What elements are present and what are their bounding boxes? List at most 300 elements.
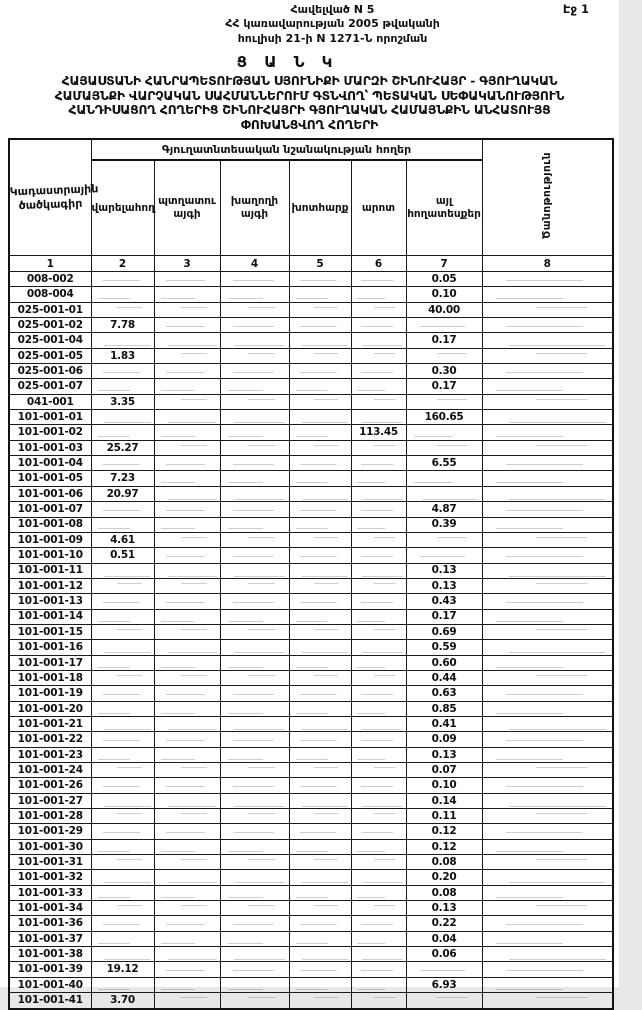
area-value-cell (482, 609, 613, 624)
cadastral-code-cell: 101-001-01 (9, 410, 91, 425)
area-value-cell (482, 931, 613, 946)
area-value-cell (482, 824, 613, 839)
area-value-cell (220, 287, 289, 302)
area-value-cell (351, 578, 406, 593)
area-value-cell (220, 609, 289, 624)
area-value-cell: 19.12 (91, 962, 154, 977)
area-value-cell (220, 471, 289, 486)
area-value-cell (220, 548, 289, 563)
cadastral-code-cell: 101-001-23 (9, 747, 91, 762)
area-value-cell (220, 870, 289, 885)
table-row (9, 624, 613, 639)
area-value-cell (154, 855, 220, 870)
area-value-cell (289, 318, 351, 333)
cadastral-code-cell: 101-001-24 (9, 763, 91, 778)
area-value-cell (351, 747, 406, 762)
area-value-cell (91, 578, 154, 593)
area-value-cell (154, 793, 220, 808)
area-value-cell (406, 425, 482, 440)
cadastral-code-cell: 101-001-41 (9, 993, 91, 1009)
cadastral-code-cell: 101-001-12 (9, 578, 91, 593)
cadastral-code-cell: 101-001-34 (9, 901, 91, 916)
cadastral-code-cell: 101-001-21 (9, 716, 91, 731)
area-value-cell (351, 379, 406, 394)
area-value-cell (91, 624, 154, 639)
table-row (9, 809, 613, 824)
area-value-cell: 0.13 (406, 578, 482, 593)
table-row (9, 993, 613, 1009)
table-row (9, 670, 613, 685)
cadastral-code-cell: 101-001-11 (9, 563, 91, 578)
area-value-cell (154, 272, 220, 287)
area-value-cell: 0.20 (406, 870, 482, 885)
area-value-cell (289, 655, 351, 670)
area-value-cell (220, 594, 289, 609)
area-value-cell (154, 578, 220, 593)
cadastral-code-cell: 101-001-19 (9, 686, 91, 701)
area-value-cell (482, 502, 613, 517)
area-value-cell (154, 502, 220, 517)
area-value-cell (351, 410, 406, 425)
area-value-cell (220, 302, 289, 317)
area-value-cell (154, 885, 220, 900)
area-value-cell (351, 318, 406, 333)
area-value-cell (289, 885, 351, 900)
area-value-cell (91, 793, 154, 808)
area-value-cell (351, 609, 406, 624)
area-value-cell (482, 977, 613, 992)
area-value-cell (91, 502, 154, 517)
area-value-cell (289, 348, 351, 363)
area-value-cell (406, 318, 482, 333)
cadastral-code-cell: 101-001-09 (9, 532, 91, 547)
area-value-cell (220, 318, 289, 333)
area-value-cell (91, 947, 154, 962)
area-value-cell (351, 977, 406, 992)
area-value-cell: 7.78 (91, 318, 154, 333)
area-value-cell (406, 962, 482, 977)
area-value-cell (406, 440, 482, 455)
area-value-cell (289, 440, 351, 455)
area-value-cell (220, 993, 289, 1009)
area-value-cell (351, 701, 406, 716)
area-value-cell (91, 425, 154, 440)
area-value-cell (154, 302, 220, 317)
area-value-cell: 1.83 (91, 348, 154, 363)
area-value-cell: 6.55 (406, 456, 482, 471)
area-value-cell (154, 686, 220, 701)
area-value-cell (154, 456, 220, 471)
area-value-cell (289, 379, 351, 394)
area-value-cell (482, 379, 613, 394)
area-value-cell (289, 763, 351, 778)
area-value-cell (482, 793, 613, 808)
table-row (9, 778, 613, 793)
area-value-cell (220, 809, 289, 824)
table-row (9, 885, 613, 900)
area-value-cell (289, 809, 351, 824)
area-value-cell: 113.45 (351, 425, 406, 440)
area-value-cell (91, 272, 154, 287)
area-value-cell (220, 778, 289, 793)
col-header-note (482, 139, 613, 256)
area-value-cell (482, 486, 613, 501)
area-value-cell (482, 410, 613, 425)
table-row (9, 532, 613, 547)
area-value-cell (406, 394, 482, 409)
area-value-cell (91, 456, 154, 471)
area-value-cell (154, 947, 220, 962)
cadastral-code-cell: 025-001-04 (9, 333, 91, 348)
table-row (9, 747, 613, 762)
table-row (9, 977, 613, 992)
area-value-cell (289, 394, 351, 409)
cadastral-code-cell: 101-001-18 (9, 670, 91, 685)
col-header-4: խաղողի այգի (220, 160, 289, 256)
area-value-cell (351, 471, 406, 486)
area-value-cell (220, 440, 289, 455)
area-value-cell (351, 348, 406, 363)
area-value-cell (482, 885, 613, 900)
area-value-cell (482, 901, 613, 916)
area-value-cell (220, 410, 289, 425)
area-value-cell (220, 686, 289, 701)
table-row (9, 456, 613, 471)
col-header-7: այլ հողատեսքեր (406, 160, 482, 256)
area-value-cell (220, 824, 289, 839)
area-value-cell (482, 594, 613, 609)
area-value-cell: 0.17 (406, 379, 482, 394)
area-value-cell (351, 655, 406, 670)
area-value-cell: 3.35 (91, 394, 154, 409)
area-value-cell (91, 379, 154, 394)
area-value-cell (482, 287, 613, 302)
cadastral-code-cell: 101-001-36 (9, 916, 91, 931)
area-value-cell (482, 778, 613, 793)
table-row (9, 594, 613, 609)
area-value-cell (154, 747, 220, 762)
area-value-cell: 0.41 (406, 716, 482, 731)
page-number: Էջ 1 (562, 2, 589, 16)
area-value-cell (154, 701, 220, 716)
area-value-cell: 6.93 (406, 977, 482, 992)
area-value-cell (289, 410, 351, 425)
area-value-cell (289, 517, 351, 532)
area-value-cell (154, 394, 220, 409)
area-value-cell (482, 732, 613, 747)
table-row (9, 440, 613, 455)
area-value-cell (482, 578, 613, 593)
area-value-cell (220, 563, 289, 578)
area-value-cell (220, 272, 289, 287)
cadastral-code-cell: 101-001-28 (9, 809, 91, 824)
area-value-cell (289, 563, 351, 578)
area-value-cell (220, 947, 289, 962)
area-value-cell (289, 486, 351, 501)
column-number-7: 7 (406, 256, 482, 272)
area-value-cell: 160.65 (406, 410, 482, 425)
area-value-cell (91, 870, 154, 885)
area-value-cell (289, 471, 351, 486)
area-value-cell (220, 962, 289, 977)
area-value-cell (220, 394, 289, 409)
area-value-cell (154, 333, 220, 348)
area-value-cell (482, 716, 613, 731)
area-value-cell (154, 440, 220, 455)
area-value-cell (482, 425, 613, 440)
area-value-cell (91, 609, 154, 624)
area-value-cell: 4.61 (91, 532, 154, 547)
area-value-cell (154, 977, 220, 992)
land-parcels-table (8, 138, 614, 1010)
area-value-cell: 0.59 (406, 640, 482, 655)
table-row (9, 732, 613, 747)
area-value-cell (154, 563, 220, 578)
area-value-cell (91, 716, 154, 731)
table-row (9, 471, 613, 486)
area-value-cell (91, 517, 154, 532)
table-group-header-row (9, 139, 613, 160)
area-value-cell (220, 670, 289, 685)
area-value-cell (289, 532, 351, 547)
table-row (9, 272, 613, 287)
area-value-cell (220, 885, 289, 900)
area-value-cell (351, 901, 406, 916)
table-row (9, 962, 613, 977)
area-value-cell: 0.10 (406, 287, 482, 302)
area-value-cell (91, 747, 154, 762)
area-value-cell (154, 287, 220, 302)
area-value-cell (482, 302, 613, 317)
area-value-cell (220, 364, 289, 379)
area-value-cell (289, 947, 351, 962)
area-value-cell (351, 287, 406, 302)
area-value-cell (482, 993, 613, 1009)
area-value-cell (220, 425, 289, 440)
table-row (9, 640, 613, 655)
appendix-block (23, 0, 642, 46)
area-value-cell (482, 763, 613, 778)
table-row (9, 947, 613, 962)
table-row (9, 839, 613, 854)
area-value-cell (289, 302, 351, 317)
table-body (9, 272, 613, 1009)
area-value-cell (351, 931, 406, 946)
area-value-cell (351, 517, 406, 532)
cadastral-code-cell: 101-001-22 (9, 732, 91, 747)
area-value-cell (154, 916, 220, 931)
area-value-cell (351, 778, 406, 793)
col-header-cadastral-code: Կադաստրային ծածկագիր (7, 138, 93, 257)
area-value-cell (289, 701, 351, 716)
area-value-cell: 0.08 (406, 885, 482, 900)
subtitle-line-4: ՓՈԽԱՆՑՎՈՂ ՀՈՂԵՐԻ (240, 118, 379, 133)
area-value-cell (91, 333, 154, 348)
area-value-cell (351, 839, 406, 854)
area-value-cell (220, 763, 289, 778)
area-value-cell (482, 809, 613, 824)
area-value-cell: 20.97 (91, 486, 154, 501)
cadastral-code-cell: 101-001-15 (9, 624, 91, 639)
cadastral-code-cell: 101-001-06 (9, 486, 91, 501)
area-value-cell (482, 855, 613, 870)
area-value-cell (154, 778, 220, 793)
area-value-cell (154, 809, 220, 824)
area-value-cell (91, 778, 154, 793)
area-value-cell (220, 640, 289, 655)
area-value-cell (289, 670, 351, 685)
area-value-cell (289, 716, 351, 731)
area-value-cell: 0.13 (406, 747, 482, 762)
col-header-2: վարելահող (91, 160, 154, 256)
area-value-cell (91, 287, 154, 302)
area-value-cell (91, 931, 154, 946)
table-row (9, 701, 613, 716)
cadastral-code-cell: 101-001-08 (9, 517, 91, 532)
table-row (9, 410, 613, 425)
area-value-cell (351, 962, 406, 977)
subtitle-line-1: ՀԱՅԱՍՏԱՆԻ ՀԱՆՐԱՊԵՏՈՒԹՅԱՆ ՍՅՈՒՆԻՔԻ ՄԱՐԶԻ ՇԻՆՈՒՀԱՅՐ - ԳՅՈՒՂԱԿԱՆ (61, 73, 558, 88)
area-value-cell: 0.51 (91, 548, 154, 563)
area-value-cell (289, 456, 351, 471)
area-value-cell (482, 471, 613, 486)
table-row (9, 686, 613, 701)
area-value-cell (482, 348, 613, 363)
table-row (9, 870, 613, 885)
area-value-cell (91, 763, 154, 778)
area-value-cell (154, 670, 220, 685)
area-value-cell (482, 272, 613, 287)
area-value-cell (154, 364, 220, 379)
table-row (9, 855, 613, 870)
area-value-cell (154, 993, 220, 1009)
col-header-5: խոտհարք (289, 160, 351, 256)
table-row (9, 716, 613, 731)
area-value-cell (91, 701, 154, 716)
area-value-cell: 0.12 (406, 839, 482, 854)
area-value-cell (220, 901, 289, 916)
column-number-3: 3 (154, 256, 220, 272)
area-value-cell (351, 855, 406, 870)
area-value-cell (289, 870, 351, 885)
table-row (9, 763, 613, 778)
area-value-cell (351, 563, 406, 578)
area-value-cell (220, 855, 289, 870)
area-value-cell (289, 916, 351, 931)
table-row (9, 333, 613, 348)
subtitle-line-3: ՀԱՆԴԻՍԱՑՈՂ ՀՈՂԵՐԻՑ ՇԻՆՈՒՀԱՅՐԻ ԳՅՈՒՂԱԿԱՆ ՀԱՄԱՅՆՔԻՆ ԱՆՀԱՏՈՒՅՑ (68, 103, 551, 118)
area-value-cell (154, 486, 220, 501)
area-value-cell: 0.09 (406, 732, 482, 747)
area-value-cell (220, 655, 289, 670)
cadastral-code-cell: 101-001-37 (9, 931, 91, 946)
area-value-cell (351, 809, 406, 824)
table-row (9, 931, 613, 946)
area-value-cell (351, 670, 406, 685)
area-value-cell (289, 640, 351, 655)
area-value-cell (220, 716, 289, 731)
area-value-cell (289, 732, 351, 747)
table-column-numbers-row (9, 256, 613, 272)
area-value-cell: 0.11 (406, 809, 482, 824)
area-value-cell (289, 993, 351, 1009)
area-value-cell (91, 732, 154, 747)
table-row (9, 563, 613, 578)
area-value-cell (220, 624, 289, 639)
area-value-cell: 0.60 (406, 655, 482, 670)
table-row (9, 502, 613, 517)
table-row (9, 318, 613, 333)
area-value-cell (289, 901, 351, 916)
area-value-cell (351, 594, 406, 609)
area-value-cell (351, 364, 406, 379)
col-header-note-label: Ծանոթություն (541, 152, 554, 240)
area-value-cell (351, 272, 406, 287)
area-value-cell (351, 456, 406, 471)
area-value-cell: 0.39 (406, 517, 482, 532)
cadastral-code-cell: 101-001-20 (9, 701, 91, 716)
area-value-cell (154, 517, 220, 532)
area-value-cell (351, 624, 406, 639)
area-value-cell: 0.44 (406, 670, 482, 685)
area-value-cell (482, 624, 613, 639)
area-value-cell (220, 732, 289, 747)
area-value-cell (220, 916, 289, 931)
column-number-2: 2 (91, 256, 154, 272)
area-value-cell (289, 594, 351, 609)
area-value-cell (91, 977, 154, 992)
table-row (9, 793, 613, 808)
area-value-cell: 0.06 (406, 947, 482, 962)
area-value-cell (154, 609, 220, 624)
area-value-cell (351, 640, 406, 655)
cadastral-code-cell: 101-001-17 (9, 655, 91, 670)
area-value-cell (351, 793, 406, 808)
document-title: Ց Ա Ն Կ (236, 52, 339, 71)
cadastral-code-cell: 025-001-07 (9, 379, 91, 394)
area-value-cell (351, 394, 406, 409)
area-value-cell (91, 855, 154, 870)
area-value-cell (406, 471, 482, 486)
area-value-cell (91, 916, 154, 931)
table-row (9, 916, 613, 931)
area-value-cell (154, 379, 220, 394)
cadastral-code-cell: 008-004 (9, 287, 91, 302)
area-value-cell (289, 364, 351, 379)
table-row (9, 609, 613, 624)
area-value-cell (351, 440, 406, 455)
area-value-cell (351, 502, 406, 517)
area-value-cell (154, 318, 220, 333)
area-value-cell (220, 333, 289, 348)
area-value-cell (351, 486, 406, 501)
area-value-cell (91, 670, 154, 685)
table-row (9, 655, 613, 670)
area-value-cell (289, 609, 351, 624)
area-value-cell (91, 901, 154, 916)
cadastral-code-cell: 101-001-27 (9, 793, 91, 808)
area-value-cell (351, 993, 406, 1009)
cadastral-code-cell: 025-001-02 (9, 318, 91, 333)
area-value-cell (220, 701, 289, 716)
area-value-cell (289, 287, 351, 302)
table-row (9, 287, 613, 302)
area-value-cell (289, 578, 351, 593)
area-value-cell (154, 655, 220, 670)
area-value-cell (482, 394, 613, 409)
area-value-cell: 25.27 (91, 440, 154, 455)
area-value-cell (154, 763, 220, 778)
